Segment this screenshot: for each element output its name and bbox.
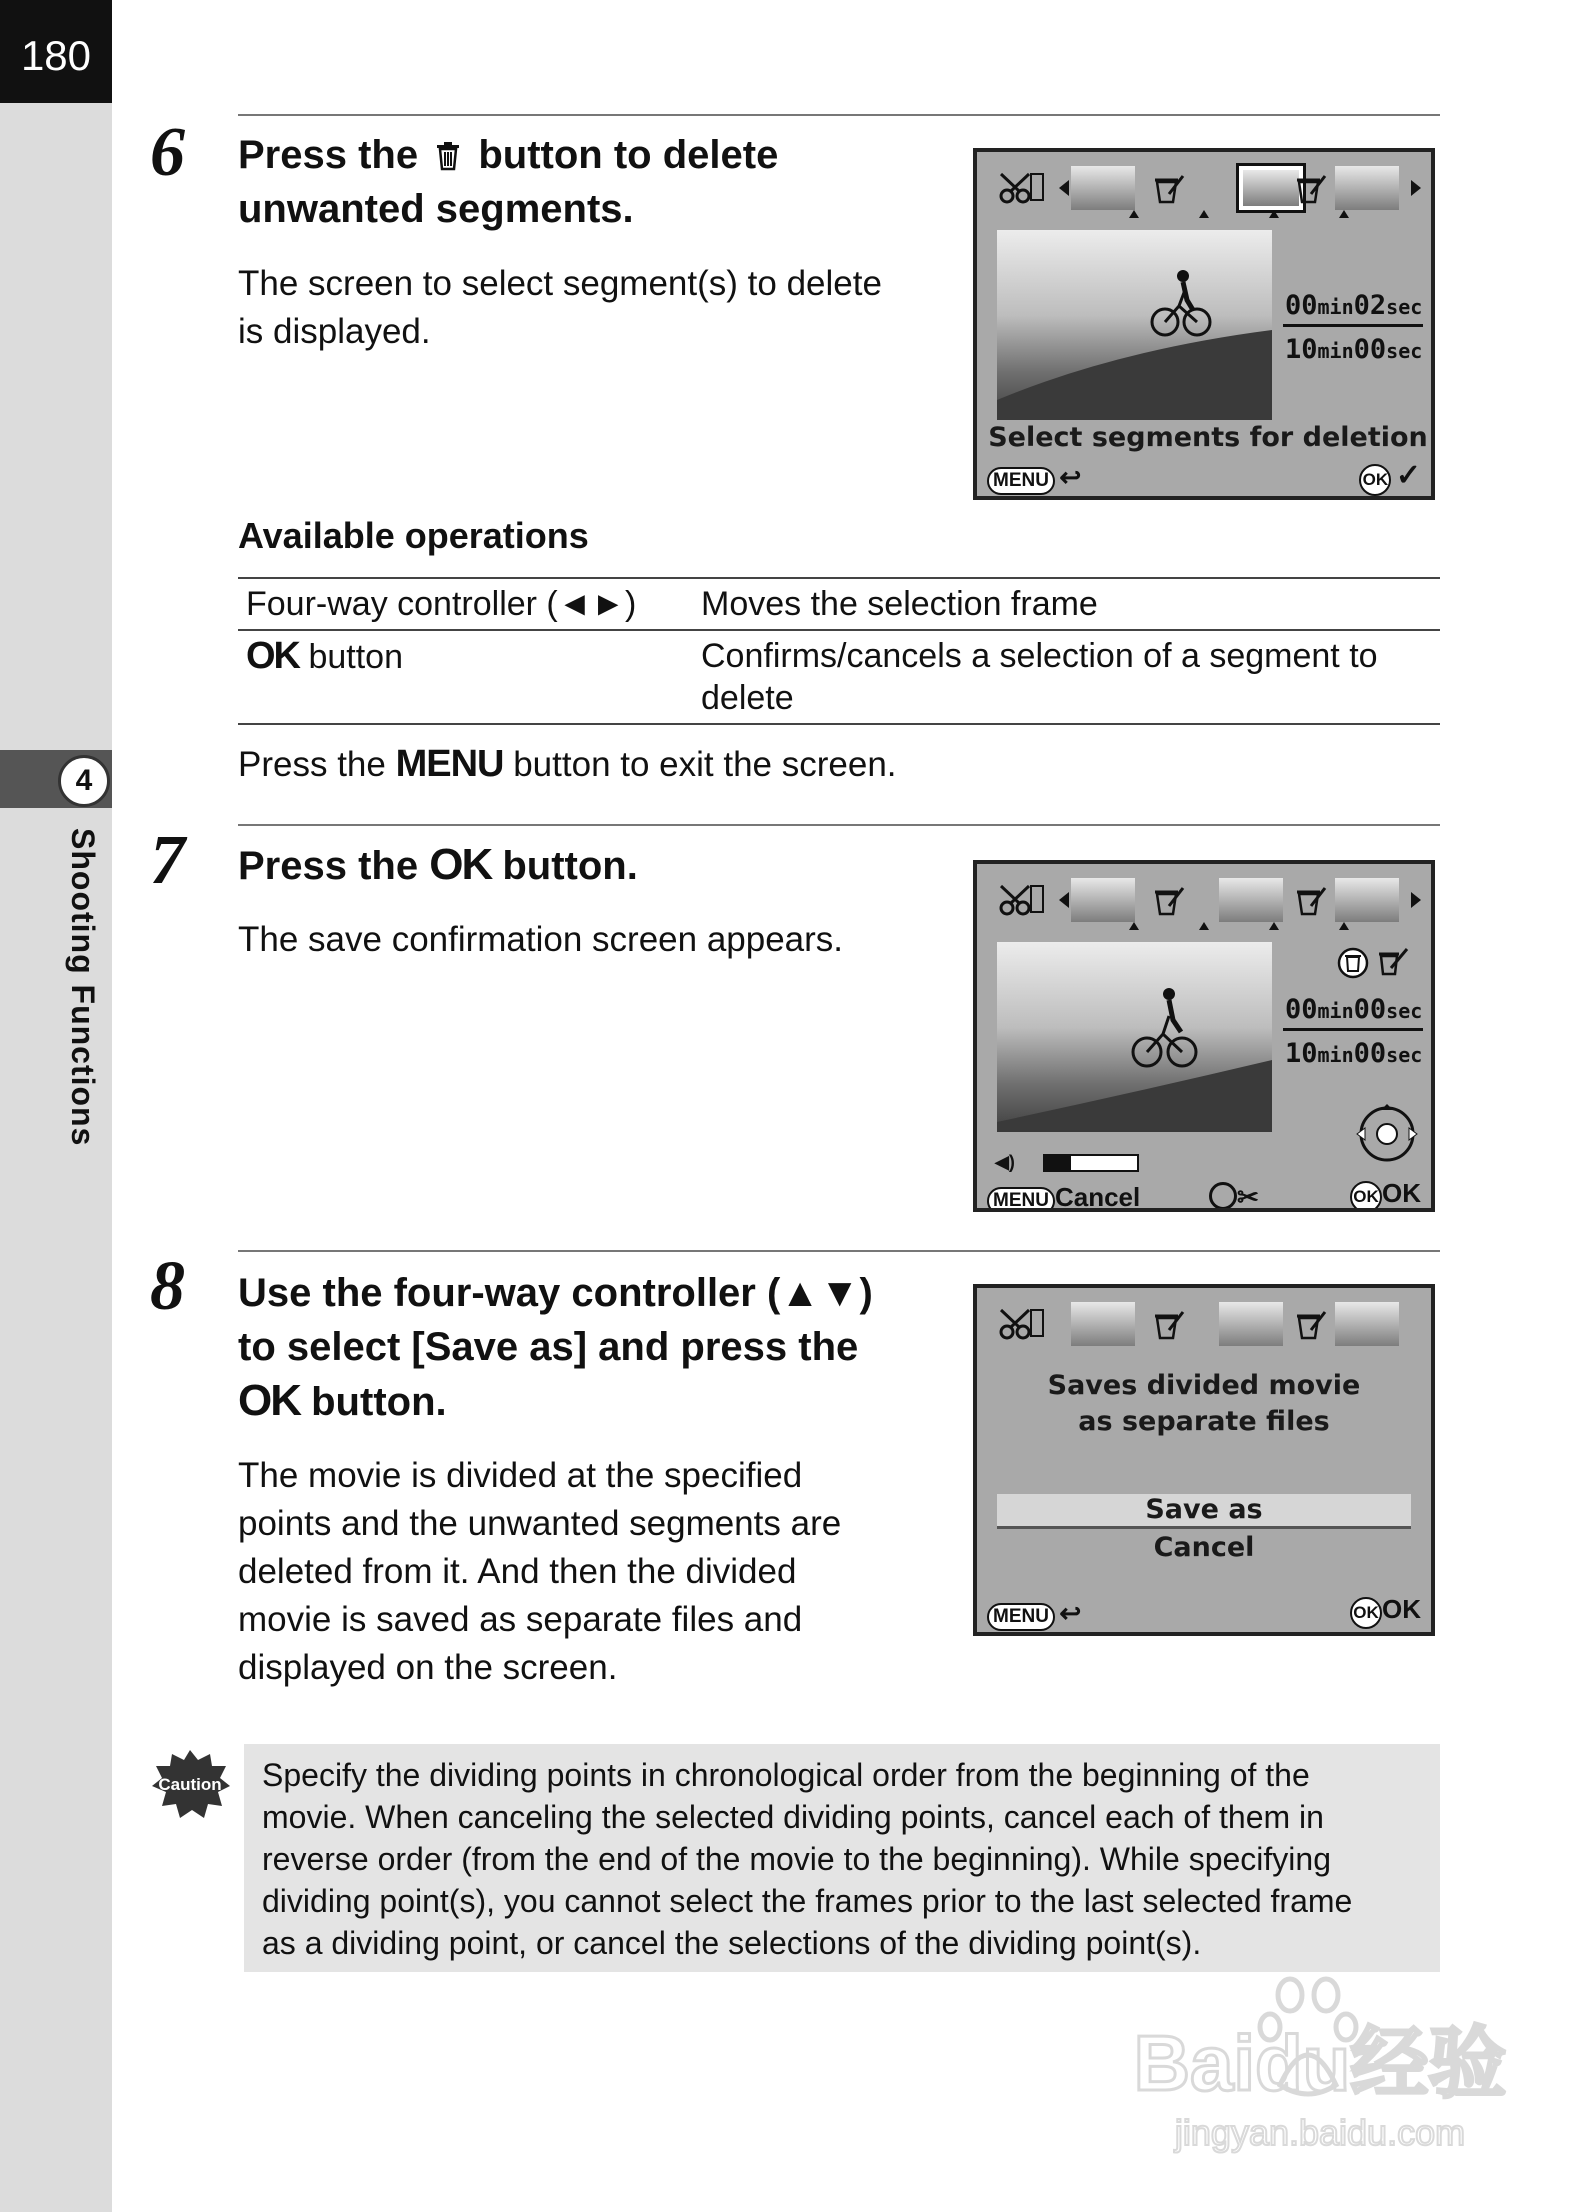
video-preview [997,230,1272,420]
menu-back-hint: MENU ↩ [987,1598,1081,1631]
total-time: 10min00sec [1285,1038,1423,1069]
scissors-icon [999,882,1047,918]
step-heading: Press the OK button. [238,840,638,889]
table-row [238,578,1440,630]
scissors-icon [999,1306,1047,1342]
svg-text:jingyan.baidu.com: jingyan.baidu.com [1174,2112,1466,2153]
thumbnail [1219,878,1283,922]
step-number: 6 [150,114,185,191]
page-number: 180 [0,0,112,103]
thumbnail [1071,166,1135,210]
step-number: 8 [150,1248,185,1325]
thumbnail [1071,878,1135,922]
divider [238,114,1440,116]
dial-icon [1209,1182,1237,1210]
four-way-controller-icon [1355,1104,1419,1164]
menu-option-cancel[interactable]: Cancel [1153,1532,1255,1563]
svg-text:Baidu经验: Baidu经验 [1133,2019,1507,2107]
scissors-small-icon: ✂ [1237,1182,1259,1212]
volume-indicator [995,1152,1145,1174]
step-heading: Press the button to delete unwanted segments. [238,133,779,231]
checkmark-icon: ✓ [1395,459,1421,492]
division-markers [977,922,1435,936]
delete-segment-icon [1293,172,1327,206]
arrow-left-icon [1059,180,1069,196]
menu-back-hint: MENU ↩ [987,462,1081,495]
thumbnail-strip [999,1296,1419,1352]
delete-segment-icon [1151,884,1185,918]
thumbnail [1335,1302,1399,1346]
divider [238,824,1440,826]
ok-confirm-hint: OK ✓ [1359,458,1421,496]
video-preview [997,942,1272,1132]
step-number: 7 [150,822,185,899]
caution-icon [148,1748,232,1820]
divider [238,1250,1440,1252]
segment-status-icons [1337,946,1413,980]
menu-option-save-as[interactable]: Save as [997,1494,1411,1529]
step-body: The save confirmation screen appears. [238,920,844,959]
division-markers [977,210,1435,224]
thumbnail [1071,1302,1135,1346]
delete-segment-icon [1293,884,1327,918]
ops-title: Available operations [238,515,589,556]
caution-note: Specify the dividing points in chronological order from the beginning of the movie. When canceling the selected dividing points, cancel each of them in reverse order (from the end of the movie to the beginning). While specifying dividing point(s), you cannot select the frames prior to the last selected frame as a dividing point, or cancel the selections of the dividing point(s). [244,1744,1440,1972]
operations-table [238,577,1440,725]
ok-hint: OK OK [1350,1178,1421,1212]
chapter-number: 4 [58,755,110,807]
time-divider [1283,324,1423,327]
delete-segment-icon [1293,1308,1327,1342]
table-cell: OK button [238,630,693,724]
arrow-right-icon [1411,180,1421,196]
time-divider [1283,1028,1423,1031]
current-time: 00min00sec [1285,994,1423,1025]
arrow-left-icon [1059,892,1069,908]
scissors-icon [999,170,1047,206]
table-cell: Confirms/cancels a selection of a segment to delete [693,630,1440,724]
back-arrow-icon: ↩ [1059,1598,1082,1628]
table-cell: Four-way controller (◄►) [238,578,693,630]
camera-screen-save-confirm [973,860,1435,1212]
thumbnail [1335,166,1399,210]
menu-exit-note: Press the MENU button to exit the screen. [238,743,897,785]
step-body: The screen to select segment(s) to delete is displayed. [238,264,882,351]
delete-segment-icon [1151,1308,1185,1342]
svg-text:Caution: Caution [158,1775,222,1794]
dial-scissors-hint [1209,1182,1259,1212]
back-arrow-icon: ↩ [1059,462,1082,492]
total-time: 10min00sec [1285,334,1423,365]
thumbnail-strip [999,872,1419,928]
table-row [238,630,1440,724]
thumbnail [1335,878,1399,922]
delete-segment-icon [1151,172,1185,206]
step-body: The movie is divided at the specified points and the unwanted segments are deleted from it. And then the divided movie is saved as separate files and displayed on the screen. [238,1456,842,1687]
chapter-title: Shooting Functions [65,828,101,1147]
trash-icon [435,141,461,171]
volume-bar [1043,1154,1139,1172]
screen-message: Saves divided movie as separate files [1047,1370,1361,1437]
camera-screen-save-as [973,1284,1435,1636]
speaker-icon: ◀) [995,1152,1015,1172]
menu-cancel-hint: MENU Cancel [987,1182,1140,1212]
arrow-right-icon [1411,892,1421,908]
thumbnail [1219,1302,1283,1346]
screen-caption: Select segments for deletion [988,422,1428,453]
step-heading: Use the four-way controller (▲▼) to select [Save as] and press the OK button. [238,1271,873,1425]
baidu-watermark-logo [1130,1975,1510,2175]
ok-hint: OK OK [1350,1594,1421,1629]
camera-screen-select-segments [973,148,1435,500]
current-time: 00min02sec [1285,290,1423,321]
table-cell: Moves the selection frame [693,578,1440,630]
thumbnail-strip [999,160,1419,216]
